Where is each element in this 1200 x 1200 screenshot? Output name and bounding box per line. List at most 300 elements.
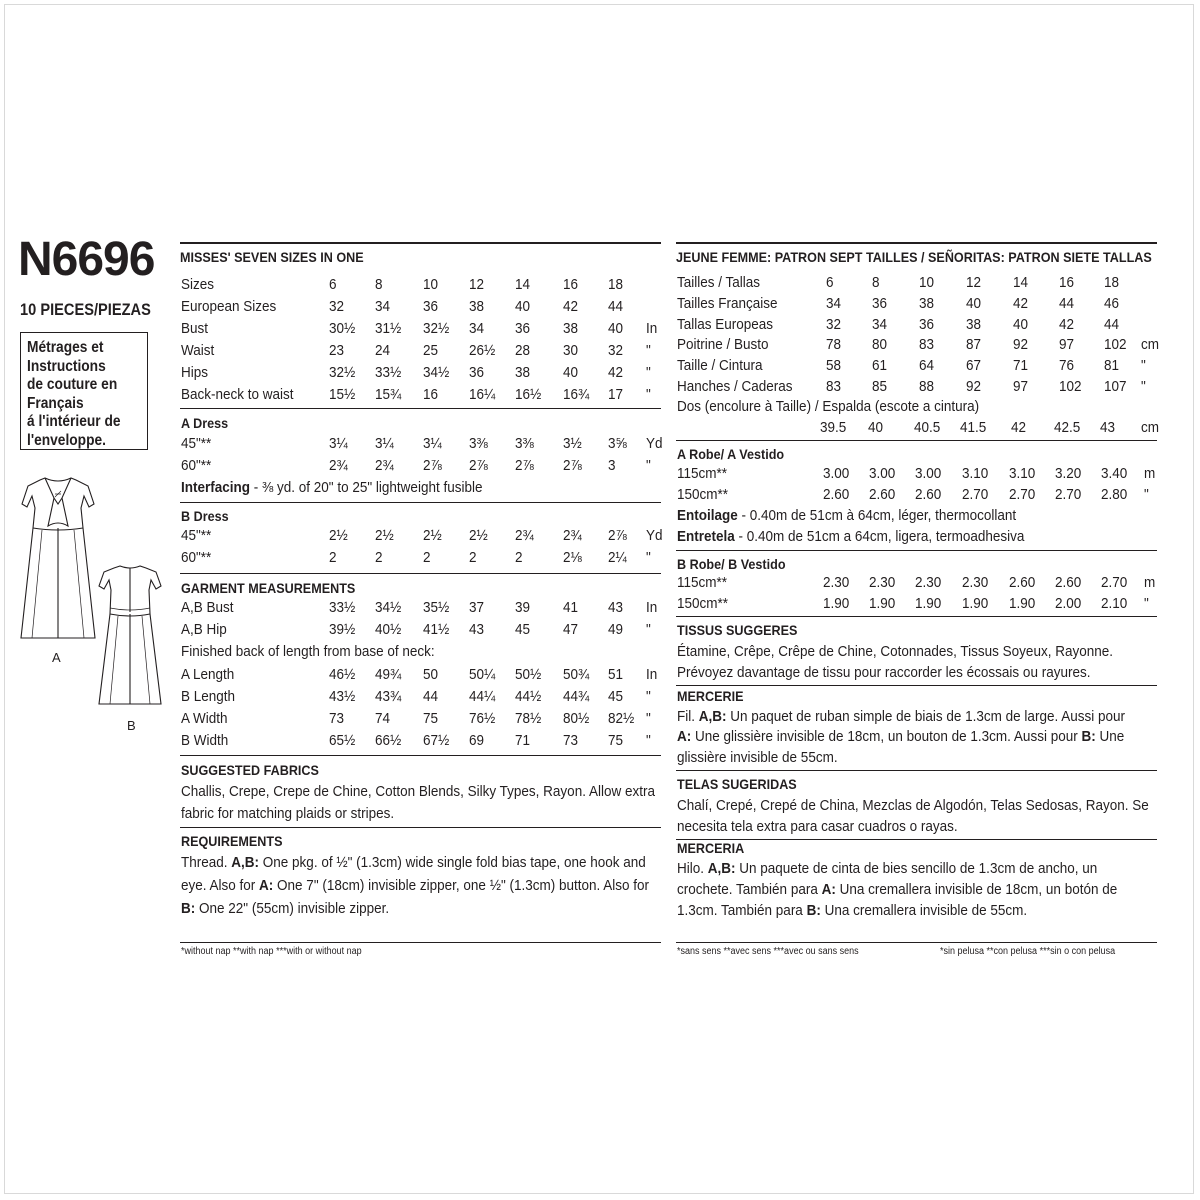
size-value: 2 — [515, 549, 523, 566]
size-value: 34½ — [375, 599, 402, 616]
size-value: 40 — [966, 294, 982, 312]
interfacing-line — [181, 479, 482, 496]
garment-note: Finished back of length from base of neck: — [181, 643, 435, 660]
view-b-label: B — [127, 718, 136, 733]
a-dress-title: A Dress — [181, 415, 229, 431]
size-value: 26½ — [469, 342, 496, 359]
size-value: 16½ — [515, 386, 542, 403]
size-value: 43 — [608, 599, 624, 616]
size-value: 32½ — [329, 364, 356, 381]
en-top-rule — [180, 242, 661, 244]
text-span: Una cremallera invisible de 55cm. — [820, 902, 1028, 919]
section-rule — [180, 408, 661, 409]
size-value: 44¾ — [563, 688, 590, 705]
size-value: 32½ — [423, 320, 450, 337]
text-span: eye. Also for — [181, 877, 260, 894]
unit-label: " — [646, 688, 651, 705]
size-value: 2 — [375, 549, 383, 566]
row-label: 115cm** — [677, 465, 728, 482]
row-label: Tallas Europeas — [677, 315, 774, 333]
size-value: 43½ — [329, 688, 356, 705]
text-span: 1.3cm. También para — [677, 902, 807, 919]
unit-label: m — [1144, 465, 1156, 482]
size-value: 1.90 — [1009, 595, 1036, 612]
size-value: 2.70 — [962, 486, 989, 503]
size-value: 67 — [966, 357, 982, 375]
size-value: 25 — [423, 342, 439, 359]
size-value: 75 — [423, 710, 439, 727]
size-value: 50½ — [515, 666, 542, 683]
size-value: 102 — [1104, 336, 1127, 354]
telas-title: TELAS SUGERIDAS — [677, 776, 797, 792]
requirements-title: REQUIREMENTS — [181, 833, 283, 849]
footnote-rule — [180, 942, 661, 943]
size-value: 2.60 — [1009, 574, 1036, 591]
size-value: 34½ — [423, 364, 450, 381]
size-value: 3.10 — [962, 465, 989, 482]
merceria-title: MERCERIA — [677, 840, 745, 856]
size-value: 16 — [563, 276, 579, 293]
size-value: 2.30 — [962, 574, 989, 591]
size-value: 2.60 — [915, 486, 942, 503]
size-value: 74 — [375, 710, 391, 727]
size-value: 2¾ — [563, 527, 582, 544]
size-value: 18 — [1104, 274, 1120, 291]
size-value: 51 — [608, 666, 624, 683]
size-value: 50 — [423, 666, 439, 683]
size-value: 3¼ — [375, 435, 394, 452]
row-label: Waist — [181, 342, 215, 359]
size-value: 40.5 — [914, 419, 941, 436]
size-value: 8 — [872, 274, 880, 291]
size-value: 58 — [826, 357, 842, 375]
size-value: 2.30 — [869, 574, 896, 591]
mercerie-line — [677, 708, 1125, 725]
size-value: 15¾ — [375, 386, 402, 403]
size-value: 2.00 — [1055, 595, 1082, 612]
size-value: 38 — [515, 364, 531, 381]
size-value: 44½ — [515, 688, 542, 705]
size-value: 2½ — [375, 527, 394, 544]
size-value: 44 — [423, 688, 439, 705]
unit-label: " — [646, 732, 651, 749]
bold-text: Interfacing — [181, 479, 251, 496]
row-label: Tailles / Tallas — [677, 274, 761, 291]
fabrics-line: Challis, Crepe, Crepe de Chine, Cotton Blends, Silky Types, Rayon. Allow extra — [181, 783, 655, 800]
size-value: 64 — [919, 357, 935, 375]
size-value: 39 — [515, 599, 531, 616]
size-value: 76 — [1059, 357, 1075, 375]
size-value: 3.20 — [1055, 465, 1082, 482]
size-value: 12 — [469, 276, 485, 293]
section-rule — [676, 839, 1157, 840]
text-span: - 0.40m de 51cm à 64cm, léger, thermocollant — [737, 507, 1017, 524]
unit-label: " — [1141, 357, 1146, 375]
size-value: 92 — [966, 378, 982, 395]
size-value: 18 — [608, 276, 624, 293]
footnote-rule — [676, 942, 1157, 943]
size-value: 40 — [608, 320, 624, 337]
size-value: 16¾ — [563, 386, 590, 403]
size-value: 31½ — [375, 320, 402, 337]
size-value: 12 — [966, 274, 982, 291]
section-rule — [676, 770, 1157, 771]
a-robe-title: A Robe/ A Vestido — [677, 446, 785, 462]
size-value: 40 — [515, 298, 531, 315]
unit-label: Yd — [646, 435, 663, 452]
size-value: 76½ — [469, 710, 496, 727]
merceria-line — [677, 902, 1027, 919]
row-label: 150cm** — [677, 486, 729, 503]
size-value: 80½ — [563, 710, 590, 727]
size-value: 43¾ — [375, 688, 402, 705]
size-value: 2⅞ — [563, 457, 582, 474]
text-span: Thread. — [181, 854, 232, 871]
size-value: 49¾ — [375, 666, 402, 683]
bold-text: Entoilage — [677, 507, 738, 524]
view-a-label: A — [52, 650, 61, 665]
row-label: 45"** — [181, 435, 212, 452]
size-value: 66½ — [375, 732, 402, 749]
size-value: 107 — [1104, 378, 1127, 395]
text-span: One pkg. of ½" (1.3cm) wide single fold bias tape, one hook and — [259, 854, 646, 871]
unit-label: " — [646, 549, 651, 566]
size-value: 38 — [469, 298, 485, 315]
size-value: 45 — [515, 621, 531, 638]
size-value: 28 — [515, 342, 531, 359]
garment-title: GARMENT MEASUREMENTS — [181, 580, 356, 596]
unit-label: " — [1144, 486, 1149, 503]
telas-line: Chalí, Crepé, Crepé de China, Mezclas de Algodón, Telas Sedosas, Rayon. Se — [677, 797, 1149, 814]
size-value: 2½ — [423, 527, 442, 544]
back-length-label: Dos (encolure à Taille) / Espalda (escote a cintura) — [677, 398, 980, 415]
unit-label: " — [646, 457, 651, 474]
fr-top-rule — [676, 242, 1157, 244]
section-rule — [180, 755, 661, 756]
footnote-fr: *sans sens **avec sens ***avec ou sans sens — [677, 946, 859, 957]
pattern-number: N6696 — [18, 233, 155, 286]
size-value: 40½ — [375, 621, 402, 638]
size-value: 42 — [608, 364, 624, 381]
section-rule — [676, 685, 1157, 686]
size-value: 10 — [423, 276, 439, 293]
size-value: 38 — [919, 294, 935, 312]
size-value: 43 — [469, 621, 485, 638]
unit-label: " — [646, 386, 651, 403]
section-rule — [676, 440, 1157, 441]
requirements-line — [181, 877, 649, 894]
size-value: 38 — [563, 320, 579, 337]
section-rule — [180, 573, 661, 574]
row-label: A Width — [181, 710, 228, 727]
row-label: Bust — [181, 320, 209, 337]
bold-text: Entretela — [677, 528, 735, 545]
size-value: 1.90 — [823, 595, 850, 612]
tissus-line: Prévoyez davantage de tissu pour raccorder les écossais ou rayures. — [677, 664, 1091, 681]
merceria-line — [677, 881, 1117, 898]
size-value: 3⅜ — [515, 435, 534, 452]
bold-text: A,B: — [707, 860, 736, 877]
row-label: Back-neck to waist — [181, 386, 294, 403]
size-value: 8 — [375, 276, 383, 293]
row-label: 60"** — [181, 549, 212, 566]
size-value: 2 — [423, 549, 431, 566]
size-value: 16¼ — [469, 386, 496, 403]
size-value: 41 — [563, 599, 579, 616]
french-note-line: de couture en — [27, 376, 118, 393]
row-label: A,B Hip — [181, 621, 227, 638]
size-value: 32 — [608, 342, 624, 359]
section-rule — [676, 616, 1157, 617]
size-value: 65½ — [329, 732, 356, 749]
size-value: 10 — [919, 274, 935, 291]
size-value: 2.30 — [915, 574, 942, 591]
french-note-line: Métrages et — [27, 339, 104, 356]
size-value: 2¼ — [608, 549, 627, 566]
size-value: 2.10 — [1101, 595, 1128, 612]
bold-text: A,B: — [231, 854, 260, 871]
size-value: 38 — [966, 315, 982, 333]
size-value: 33½ — [375, 364, 402, 381]
size-value: 24 — [375, 342, 391, 359]
size-value: 2.70 — [1055, 486, 1082, 503]
size-value: 2.60 — [823, 486, 850, 503]
row-label: 115cm** — [677, 574, 728, 591]
size-value: 34 — [826, 294, 842, 312]
size-value: 16 — [423, 386, 439, 403]
size-value: 67½ — [423, 732, 450, 749]
size-value: 39.5 — [820, 419, 847, 436]
size-value: 42.5 — [1054, 419, 1081, 436]
size-value: 73 — [329, 710, 345, 727]
bold-text: A,B: — [698, 708, 727, 725]
row-label: Hips — [181, 364, 209, 381]
section-rule — [676, 550, 1157, 551]
size-value: 17 — [608, 386, 624, 403]
size-value: 78½ — [515, 710, 542, 727]
size-value: 2½ — [469, 527, 488, 544]
size-value: 1.90 — [869, 595, 896, 612]
row-label: 150cm** — [677, 595, 729, 612]
size-value: 15½ — [329, 386, 356, 403]
telas-line: necesita tela extra para casar cuadros o rayas. — [677, 818, 958, 835]
unit-label: cm — [1141, 336, 1159, 354]
size-value: 73 — [563, 732, 579, 749]
size-value: 50¾ — [563, 666, 590, 683]
size-value: 2.70 — [1101, 574, 1128, 591]
size-value: 41.5 — [960, 419, 987, 436]
dress-a-sketch — [18, 470, 98, 645]
text-span: Un paquet de ruban simple de biais de 1.3cm de large. Aussi pour — [726, 708, 1126, 725]
row-label: B Width — [181, 732, 229, 749]
size-value: 88 — [919, 378, 935, 395]
size-value: 92 — [1013, 336, 1029, 354]
mercerie-title: MERCERIE — [677, 688, 744, 704]
mercerie-line: glissière invisible de 55cm. — [677, 749, 838, 766]
french-note-line: Instructions — [27, 357, 106, 375]
size-value: 3¼ — [329, 435, 348, 452]
text-span: Une glissière invisible de 18cm, un bouton de 1.3cm. Aussi pour — [691, 728, 1082, 745]
size-value: 3.00 — [823, 465, 850, 482]
size-value: 83 — [826, 378, 842, 395]
size-value: 78 — [826, 336, 842, 354]
size-value: 69 — [469, 732, 485, 749]
text-span: Une — [1095, 728, 1125, 745]
size-value: 102 — [1059, 378, 1082, 395]
french-note-line: á l'intérieur de — [27, 413, 121, 430]
dress-b-sketch — [96, 560, 164, 710]
size-value: 44 — [1059, 294, 1075, 312]
unit-label: In — [646, 666, 658, 683]
unit-label: Yd — [646, 527, 663, 544]
bold-text: B: — [806, 902, 821, 919]
size-value: 14 — [1013, 274, 1029, 291]
size-value: 87 — [966, 336, 982, 354]
requirements-line — [181, 854, 646, 871]
size-value: 83 — [919, 336, 935, 354]
b-robe-title: B Robe/ B Vestido — [677, 556, 786, 572]
size-value: 16 — [1059, 274, 1075, 291]
size-value: 2 — [329, 549, 337, 566]
size-value: 36 — [872, 294, 888, 312]
size-value: 2¾ — [375, 457, 394, 474]
size-value: 43 — [1100, 419, 1116, 436]
size-value: 40 — [868, 419, 884, 436]
size-value: 2.60 — [1055, 574, 1082, 591]
size-value: 82½ — [608, 710, 635, 727]
fr-title: JEUNE FEMME: PATRON SEPT TAILLES / SEÑORITAS: PATRON SIETE TALLAS — [676, 249, 1152, 265]
size-value: 2.70 — [1009, 486, 1036, 503]
unit-label: " — [646, 364, 651, 381]
text-span: One 7" (18cm) invisible zipper, one ½" (1.3cm) button. Also for — [273, 877, 650, 894]
row-label: A Length — [181, 666, 235, 683]
unit-label: " — [1141, 378, 1146, 395]
size-value: 32 — [826, 315, 842, 333]
size-value: 71 — [1013, 357, 1029, 375]
size-value: 2.80 — [1101, 486, 1128, 503]
bold-text: A: — [677, 728, 692, 745]
section-rule — [180, 827, 661, 828]
size-value: 2.30 — [823, 574, 850, 591]
row-label: Tailles Française — [677, 294, 778, 312]
b-dress-title: B Dress — [181, 508, 229, 524]
size-value: 2⅞ — [515, 457, 534, 474]
pieces-count: 10 PIECES/PIEZAS — [20, 300, 151, 319]
size-value: 46½ — [329, 666, 356, 683]
size-value: 41½ — [423, 621, 450, 638]
size-value: 44¼ — [469, 688, 496, 705]
size-value: 45 — [608, 688, 624, 705]
size-value: 30 — [563, 342, 579, 359]
size-value: 49 — [608, 621, 624, 638]
size-value: 3⅜ — [469, 435, 488, 452]
size-value: 36 — [469, 364, 485, 381]
size-value: 81 — [1104, 357, 1120, 375]
size-value: 2½ — [329, 527, 348, 544]
size-value: 3⅝ — [608, 435, 627, 452]
size-value: 36 — [423, 298, 439, 315]
size-value: 40 — [1013, 315, 1029, 333]
french-note-line: l'enveloppe. — [27, 431, 106, 449]
size-value: 33½ — [329, 599, 356, 616]
row-label: B Length — [181, 688, 236, 705]
bold-text: A: — [259, 877, 274, 894]
bold-text: B: — [1081, 728, 1096, 745]
size-value: 44 — [608, 298, 624, 315]
requirements-line — [181, 900, 389, 917]
mercerie-line — [677, 728, 1124, 745]
size-value: 3 — [608, 457, 616, 474]
size-value: 39½ — [329, 621, 356, 638]
bold-text: A: — [821, 881, 836, 898]
size-value: 34 — [872, 315, 888, 333]
size-value: 2⅞ — [469, 457, 488, 474]
size-value: 32 — [329, 298, 345, 315]
text-span: One 22" (55cm) invisible zipper. — [195, 900, 390, 917]
size-value: 23 — [329, 342, 345, 359]
row-label: 60"** — [181, 457, 212, 474]
size-value: 2⅛ — [563, 549, 582, 566]
text-span: Hilo. — [677, 860, 708, 877]
row-label: Sizes — [181, 276, 215, 293]
entoilage-line — [677, 507, 1016, 524]
unit-label: m — [1144, 574, 1156, 591]
size-value: 50¼ — [469, 666, 496, 683]
size-value: 71 — [515, 732, 531, 749]
unit-label: " — [646, 621, 651, 638]
size-value: 6 — [826, 274, 834, 291]
size-value: 6 — [329, 276, 337, 293]
size-value: 75 — [608, 732, 624, 749]
unit-label: In — [646, 599, 658, 616]
section-rule — [180, 502, 661, 503]
size-value: 47 — [563, 621, 579, 638]
size-value: 3.10 — [1009, 465, 1036, 482]
unit-label: " — [646, 710, 651, 727]
row-label: 45"** — [181, 527, 212, 544]
tissus-line: Étamine, Crêpe, Crêpe de Chine, Cotonnades, Tissus Soyeux, Rayonne. — [677, 643, 1114, 660]
size-value: 44 — [1104, 315, 1120, 333]
text-span: - 0.40m de 51cm a 64cm, ligera, termoadhesiva — [734, 528, 1025, 545]
size-value: 34 — [375, 298, 391, 315]
unit-label: " — [646, 342, 651, 359]
size-value: 3.00 — [869, 465, 896, 482]
size-value: 30½ — [329, 320, 356, 337]
size-value: 36 — [515, 320, 531, 337]
size-value: 2¾ — [515, 527, 534, 544]
size-value: 42 — [1011, 419, 1027, 436]
size-value: 3.00 — [915, 465, 942, 482]
tissus-title: TISSUS SUGGERES — [677, 622, 798, 638]
footnote: *without nap **with nap ***with or without nap — [181, 946, 362, 957]
fabrics-line: fabric for matching plaids or stripes. — [181, 805, 395, 822]
text-span: - ⅜ yd. of 20" to 25" lightweight fusible — [250, 479, 483, 496]
size-value: 35½ — [423, 599, 450, 616]
size-value: 85 — [872, 378, 888, 395]
size-value: 36 — [919, 315, 935, 333]
size-value: 3½ — [563, 435, 582, 452]
unit-label: cm — [1141, 419, 1159, 436]
row-label: Hanches / Caderas — [677, 378, 793, 395]
text-span: Una cremallera invisible de 18cm, un botón de — [835, 881, 1118, 898]
size-value: 2.60 — [869, 486, 896, 503]
row-label: European Sizes — [181, 298, 277, 315]
entretela-line — [677, 528, 1024, 545]
size-value: 97 — [1013, 378, 1029, 395]
row-label: Poitrine / Busto — [677, 336, 769, 354]
size-value: 61 — [872, 357, 888, 375]
row-label: A,B Bust — [181, 599, 234, 616]
